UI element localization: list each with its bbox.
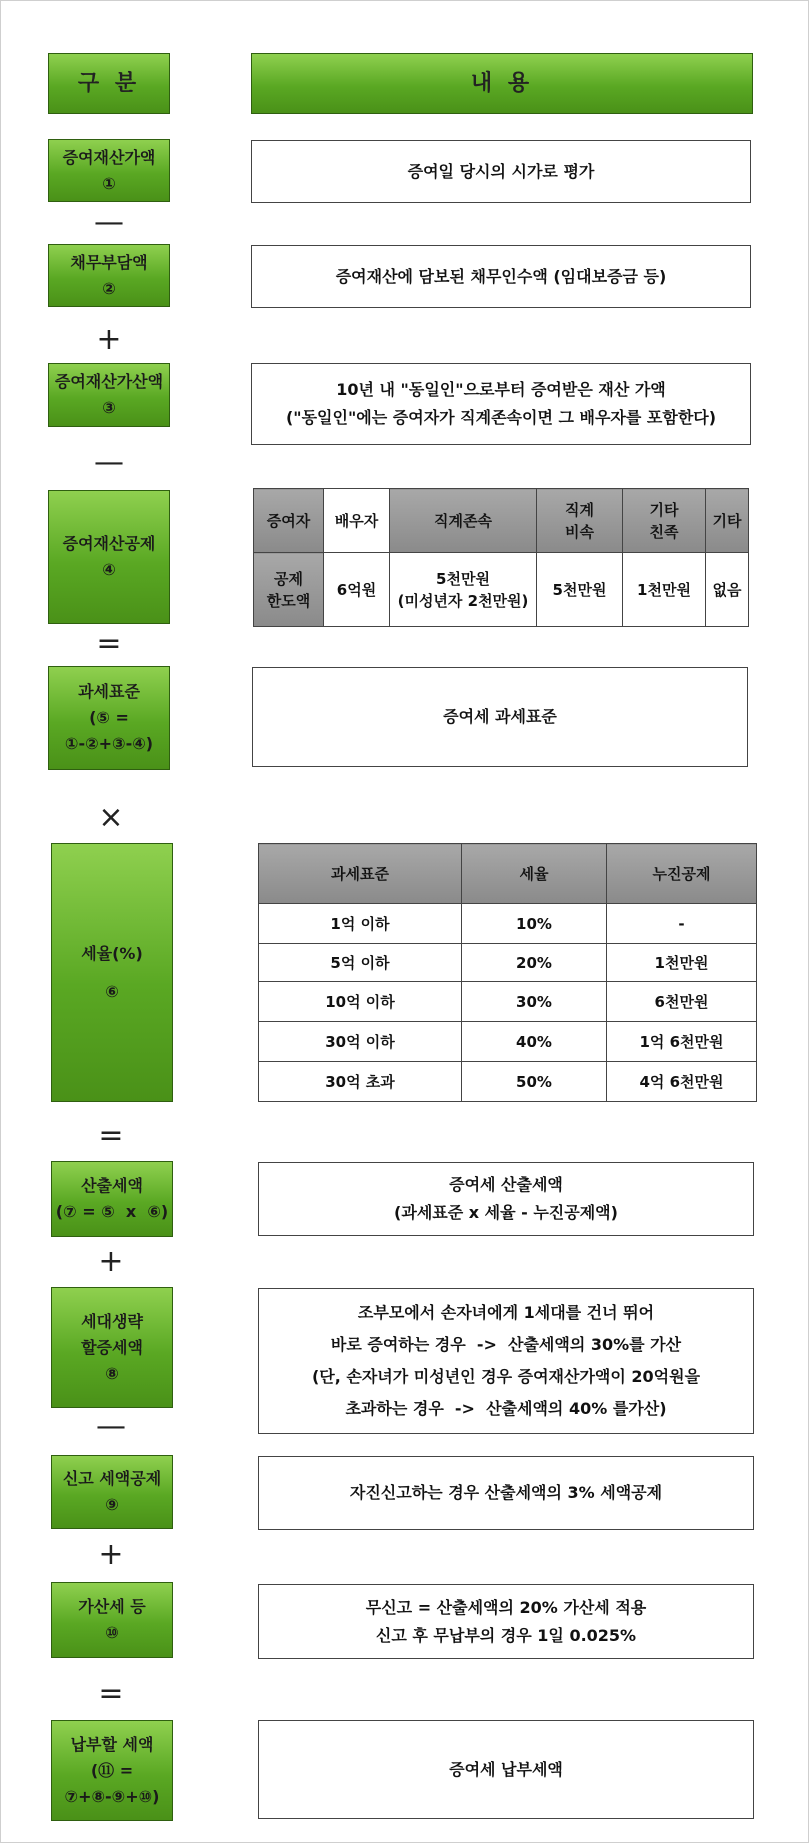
rate-cell-text: 10% (516, 914, 552, 933)
rate-header-text: 세율 (519, 864, 549, 883)
filing-credit-text: 자진신고하는 경우 산출세액의 3% 세액공제 (349, 1483, 663, 1502)
debt-label (48, 244, 170, 307)
debt-number: ② (102, 278, 116, 298)
deduction-number: ④ (102, 560, 116, 579)
deduction-header-cell (706, 489, 749, 553)
rate-header-cell (462, 844, 607, 904)
rate-cell-text: 40% (516, 1032, 552, 1051)
filing-credit-number: ⑨ (105, 1495, 119, 1514)
rate-row (259, 1062, 757, 1102)
operator-plus-2: + (98, 1244, 124, 1279)
tax-base-title: 과세표준 (78, 682, 140, 701)
penalty-text-2: 신고 후 무납부의 경우 1일 0.025% (375, 1625, 637, 1645)
penalty-content (258, 1584, 754, 1659)
penalty-title: 가산세 등 (78, 1597, 146, 1616)
calculated-tax-title: 산출세액 (81, 1176, 143, 1195)
tax-rate-number: ⑥ (105, 981, 119, 1001)
tax-rate-table (258, 843, 757, 1102)
deduction-header-cell (324, 489, 390, 553)
deduction-value-text: 5천만원 (미성년자 2천만원) (397, 569, 529, 610)
rate-cell (462, 944, 607, 982)
rate-cell (607, 982, 757, 1022)
rate-header-text: 과세표준 (331, 864, 389, 883)
penalty-label (51, 1582, 173, 1658)
rate-cell (607, 1062, 757, 1102)
debt-title: 채무부담액 (70, 252, 148, 272)
rate-row (259, 944, 757, 982)
rate-header-cell (607, 844, 757, 904)
operator-multiply: × (98, 800, 124, 835)
rate-cell-text: 1천만원 (654, 953, 709, 972)
operator-minus-2: — (94, 445, 124, 480)
gift-value-content (251, 140, 751, 203)
deduction-value-cell (623, 553, 706, 627)
deduction-value-cell (390, 553, 537, 627)
generation-skip-number: ⑧ (105, 1363, 119, 1383)
deduction-header-cell (254, 489, 324, 553)
operator-minus-3: — (96, 1409, 126, 1444)
added-value-label (48, 363, 170, 427)
rate-cell (462, 1062, 607, 1102)
generation-skip-content (258, 1288, 754, 1434)
calculated-tax-formula: (⑦ = ⑤ x ⑥) (55, 1202, 169, 1221)
header-content (251, 53, 753, 114)
rate-cell (259, 944, 462, 982)
rate-cell-text: 30% (516, 992, 552, 1011)
payable-tax-formula-1: (⑪ = (90, 1760, 134, 1780)
deduction-header-cell (537, 489, 623, 553)
rate-cell-text: 30억 이하 (325, 1032, 395, 1051)
rate-cell (259, 904, 462, 944)
rate-cell-text: 20% (516, 953, 552, 972)
gift-value-label (48, 139, 170, 202)
deduction-row-label-text: 공제 한도액 (266, 569, 311, 610)
payable-tax-content (258, 1720, 754, 1819)
rate-cell-text: 4억 6천만원 (639, 1072, 724, 1091)
deduction-header-text: 증여자 (266, 511, 311, 530)
deduction-header-text: 배우자 (334, 511, 379, 530)
generation-skip-text-1: 조부모에서 손자녀에게 1세대를 건너 뛰어 (357, 1303, 655, 1322)
rate-cell (259, 982, 462, 1022)
deduction-header-text: 직계 비속 (565, 500, 594, 541)
tax-rate-title: 세율(%) (81, 943, 143, 963)
rate-cell (462, 1022, 607, 1062)
debt-content (251, 245, 751, 308)
filing-credit-label (51, 1455, 173, 1529)
deduction-table (253, 488, 749, 627)
rate-cell-text: 5억 이하 (330, 953, 390, 972)
deduction-title: 증여재산공제 (62, 534, 156, 553)
tax-base-content (252, 667, 748, 767)
added-value-text-2: ("동일인"에는 증여자가 직계존속이면 그 배우자를 포함한다) (285, 408, 717, 427)
rate-cell-text: 1억 6천만원 (639, 1032, 724, 1051)
deduction-header-text: 기타 (712, 511, 742, 530)
operator-plus-1: + (96, 322, 122, 357)
tax-rate-label (51, 843, 173, 1102)
rate-header-row (259, 844, 757, 904)
rate-cell (607, 1022, 757, 1062)
generation-skip-text-2: 바로 증여하는 경우 -> 산출세액의 30%를 가산 (330, 1335, 682, 1354)
payable-tax-label (51, 1720, 173, 1821)
payable-tax-text: 증여세 납부세액 (449, 1759, 563, 1779)
generation-skip-text-3: (단, 손자녀가 미성년인 경우 증여재산가액이 20억원을 (311, 1367, 701, 1386)
tax-base-text: 증여세 과세표준 (443, 707, 557, 726)
rate-cell (259, 1062, 462, 1102)
rate-row (259, 982, 757, 1022)
deduction-value-cell (706, 553, 749, 627)
tax-base-formula-1: (⑤ = (89, 708, 129, 727)
header-category (48, 53, 170, 114)
header-category-text: 구 분 (77, 70, 141, 96)
deduction-header-text: 기타 친족 (649, 500, 679, 541)
deduction-value-cell (324, 553, 390, 627)
rate-cell (259, 1022, 462, 1062)
debt-text: 증여재산에 담보된 채무인수액 (임대보증금 등) (335, 266, 667, 286)
gift-value-text: 증여일 당시의 시가로 평가 (407, 161, 595, 181)
penalty-number: ⑩ (105, 1623, 119, 1642)
operator-minus-1: — (94, 205, 124, 240)
deduction-value-text: 5천만원 (552, 580, 607, 599)
deduction-header-cell (390, 489, 537, 553)
generation-skip-title-1: 세대생략 (81, 1311, 143, 1331)
generation-skip-text-4: 초과하는 경우 -> 산출세액의 40% 를가산) (345, 1399, 667, 1418)
rate-cell-text: 6천만원 (654, 992, 709, 1011)
deduction-header-row (254, 489, 749, 553)
calculated-tax-text-1: 증여세 산출세액 (449, 1175, 563, 1194)
penalty-text-1: 무신고 = 산출세액의 20% 가산세 적용 (365, 1597, 647, 1617)
rate-header-cell (259, 844, 462, 904)
deduction-value-text: 1천만원 (637, 580, 691, 599)
calculated-tax-label (51, 1161, 173, 1237)
header-content-text: 내 용 (470, 70, 534, 96)
deduction-value-text: 없음 (712, 580, 742, 599)
rate-row (259, 904, 757, 944)
calculated-tax-content (258, 1162, 754, 1236)
rate-row (259, 1022, 757, 1062)
gift-value-title: 증여재산가액 (62, 147, 156, 167)
rate-cell-text: 1억 이하 (330, 914, 390, 933)
operator-equals-3: = (98, 1676, 124, 1711)
deduction-value-cell (537, 553, 623, 627)
added-value-title: 증여재산가산액 (54, 372, 164, 391)
added-value-content (251, 363, 751, 445)
filing-credit-content (258, 1456, 754, 1530)
filing-credit-title: 신고 세액공제 (62, 1469, 162, 1488)
deduction-row-label (254, 553, 324, 627)
generation-skip-label (51, 1287, 173, 1408)
gift-value-number: ① (102, 173, 116, 193)
operator-plus-3: + (98, 1537, 124, 1572)
deduction-value-row (254, 553, 749, 627)
deduction-header-cell (623, 489, 706, 553)
rate-cell (607, 944, 757, 982)
rate-cell (462, 904, 607, 944)
generation-skip-title-2: 할증세액 (81, 1337, 143, 1357)
deduction-value-text: 6억원 (336, 580, 377, 599)
rate-cell-text: 30억 초과 (325, 1072, 395, 1091)
tax-base-label (48, 666, 170, 770)
payable-tax-title: 납부할 세액 (70, 1734, 154, 1754)
operator-equals-2: = (98, 1118, 124, 1153)
added-value-number: ③ (102, 398, 116, 417)
rate-cell (462, 982, 607, 1022)
operator-equals-1: = (96, 626, 122, 661)
payable-tax-formula-2: ⑦+⑧-⑨+⑩) (64, 1786, 160, 1806)
deduction-label (48, 490, 170, 624)
added-value-text-1: 10년 내 "동일인"으로부터 증여받은 재산 가액 (336, 380, 666, 399)
rate-cell-text: - (678, 914, 685, 933)
rate-cell-text: 10억 이하 (325, 992, 395, 1011)
calculated-tax-text-2: (과세표준 x 세율 - 누진공제액) (394, 1203, 618, 1222)
rate-cell-text: 50% (516, 1072, 552, 1091)
rate-cell (607, 904, 757, 944)
rate-header-text: 누진공제 (652, 864, 711, 883)
deduction-header-text: 직계존속 (434, 511, 492, 530)
tax-base-formula-2: ①-②+③-④) (64, 734, 154, 753)
